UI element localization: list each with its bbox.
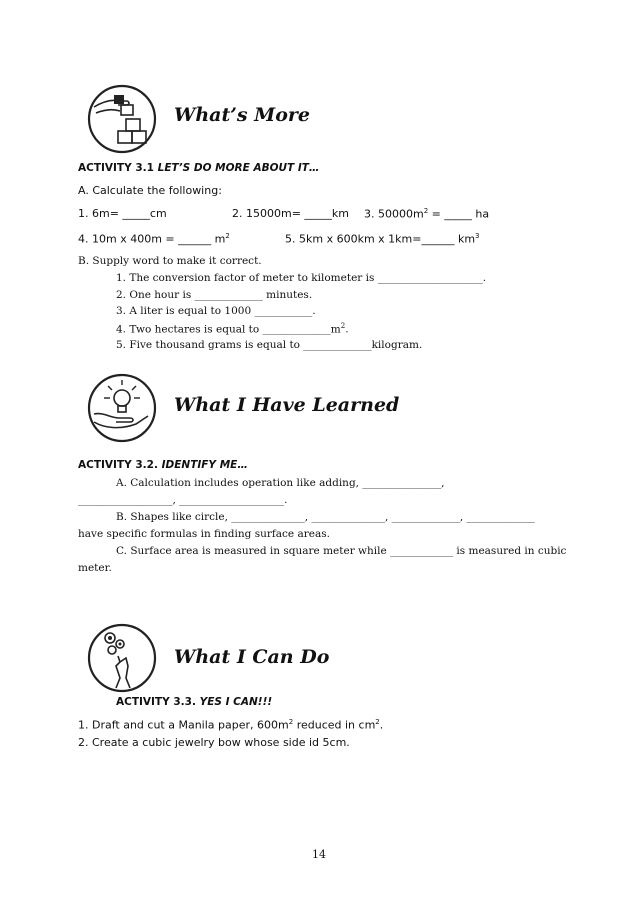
- page-number: 14: [312, 848, 326, 861]
- section-title-whats-more: What’s More: [174, 104, 310, 126]
- hand-stacking-blocks-icon: [86, 83, 158, 155]
- part-b-label: B. Supply word to make it correct.: [78, 255, 262, 267]
- question-a-line1: A. Calculation includes operation like adding, _______________,: [116, 477, 445, 489]
- activity-label: ACTIVITY 3.1: [78, 162, 154, 174]
- activity-3-2-heading: [78, 459, 248, 471]
- question-c-line2: meter.: [78, 562, 112, 574]
- question-a1: 1. 6m= _____cm: [78, 207, 167, 220]
- question-b2: 2. One hour is _____________ minutes.: [116, 289, 313, 301]
- section-title-what-i-have-learned: What I Have Learned: [174, 394, 400, 416]
- question-a-line2: __________________, ____________________.: [78, 494, 288, 506]
- question-b5: 5. Five thousand grams is equal to _____________kilogram.: [116, 339, 423, 351]
- question-b1: 1. The conversion factor of meter to kilometer is ____________________.: [116, 272, 487, 284]
- question-b-line1: B. Shapes like circle, ______________, ______________, _____________, _____________: [116, 511, 535, 523]
- part-a-label: A. Calculate the following:: [78, 184, 222, 197]
- activity-title: LET’S DO MORE ABOUT IT…: [157, 162, 320, 174]
- activity-3-3-heading: [116, 696, 272, 708]
- question-b4: 4. Two hectares is equal to $\_\_\_\_\_\_\_\_\_\_\_\_\_m^2$.: [116, 322, 349, 336]
- activity-title: YES I CAN!!!: [199, 696, 273, 708]
- question-a5: 5. 5km x 600km x 1km=______ $km^3$: [285, 232, 480, 246]
- task-item-1: 1. Draft and cut a Manila paper, $600m^2$ reduced in $cm^2$.: [78, 718, 384, 732]
- question-a4: 4. 10m x 400m = ______ $m^2$: [78, 232, 230, 246]
- section-title-what-i-can-do: What I Can Do: [174, 646, 330, 668]
- activity-label: ACTIVITY 3.2.: [78, 459, 158, 471]
- question-b3: 3. A liter is equal to 1000 ___________.: [116, 305, 316, 317]
- activity-title: IDENTIFY ME…: [161, 459, 248, 471]
- activity-label: ACTIVITY 3.3.: [116, 696, 196, 708]
- question-b-line2: have specific formulas in finding surface areas.: [78, 528, 330, 540]
- question-a3: 3. $50000m^2$ = _____ ha: [364, 207, 490, 221]
- activity-3-1-heading: [78, 162, 319, 174]
- task-item-2: 2. Create a cubic jewelry bow whose side id 5cm.: [78, 736, 350, 749]
- lightbulb-in-hand-icon: [86, 372, 158, 444]
- hand-with-gears-icon: [86, 622, 158, 694]
- question-a2: 2. 15000m= _____km: [232, 207, 349, 220]
- question-c-line1: C. Surface area is measured in square meter while ____________ is measured in cubic: [116, 545, 567, 557]
